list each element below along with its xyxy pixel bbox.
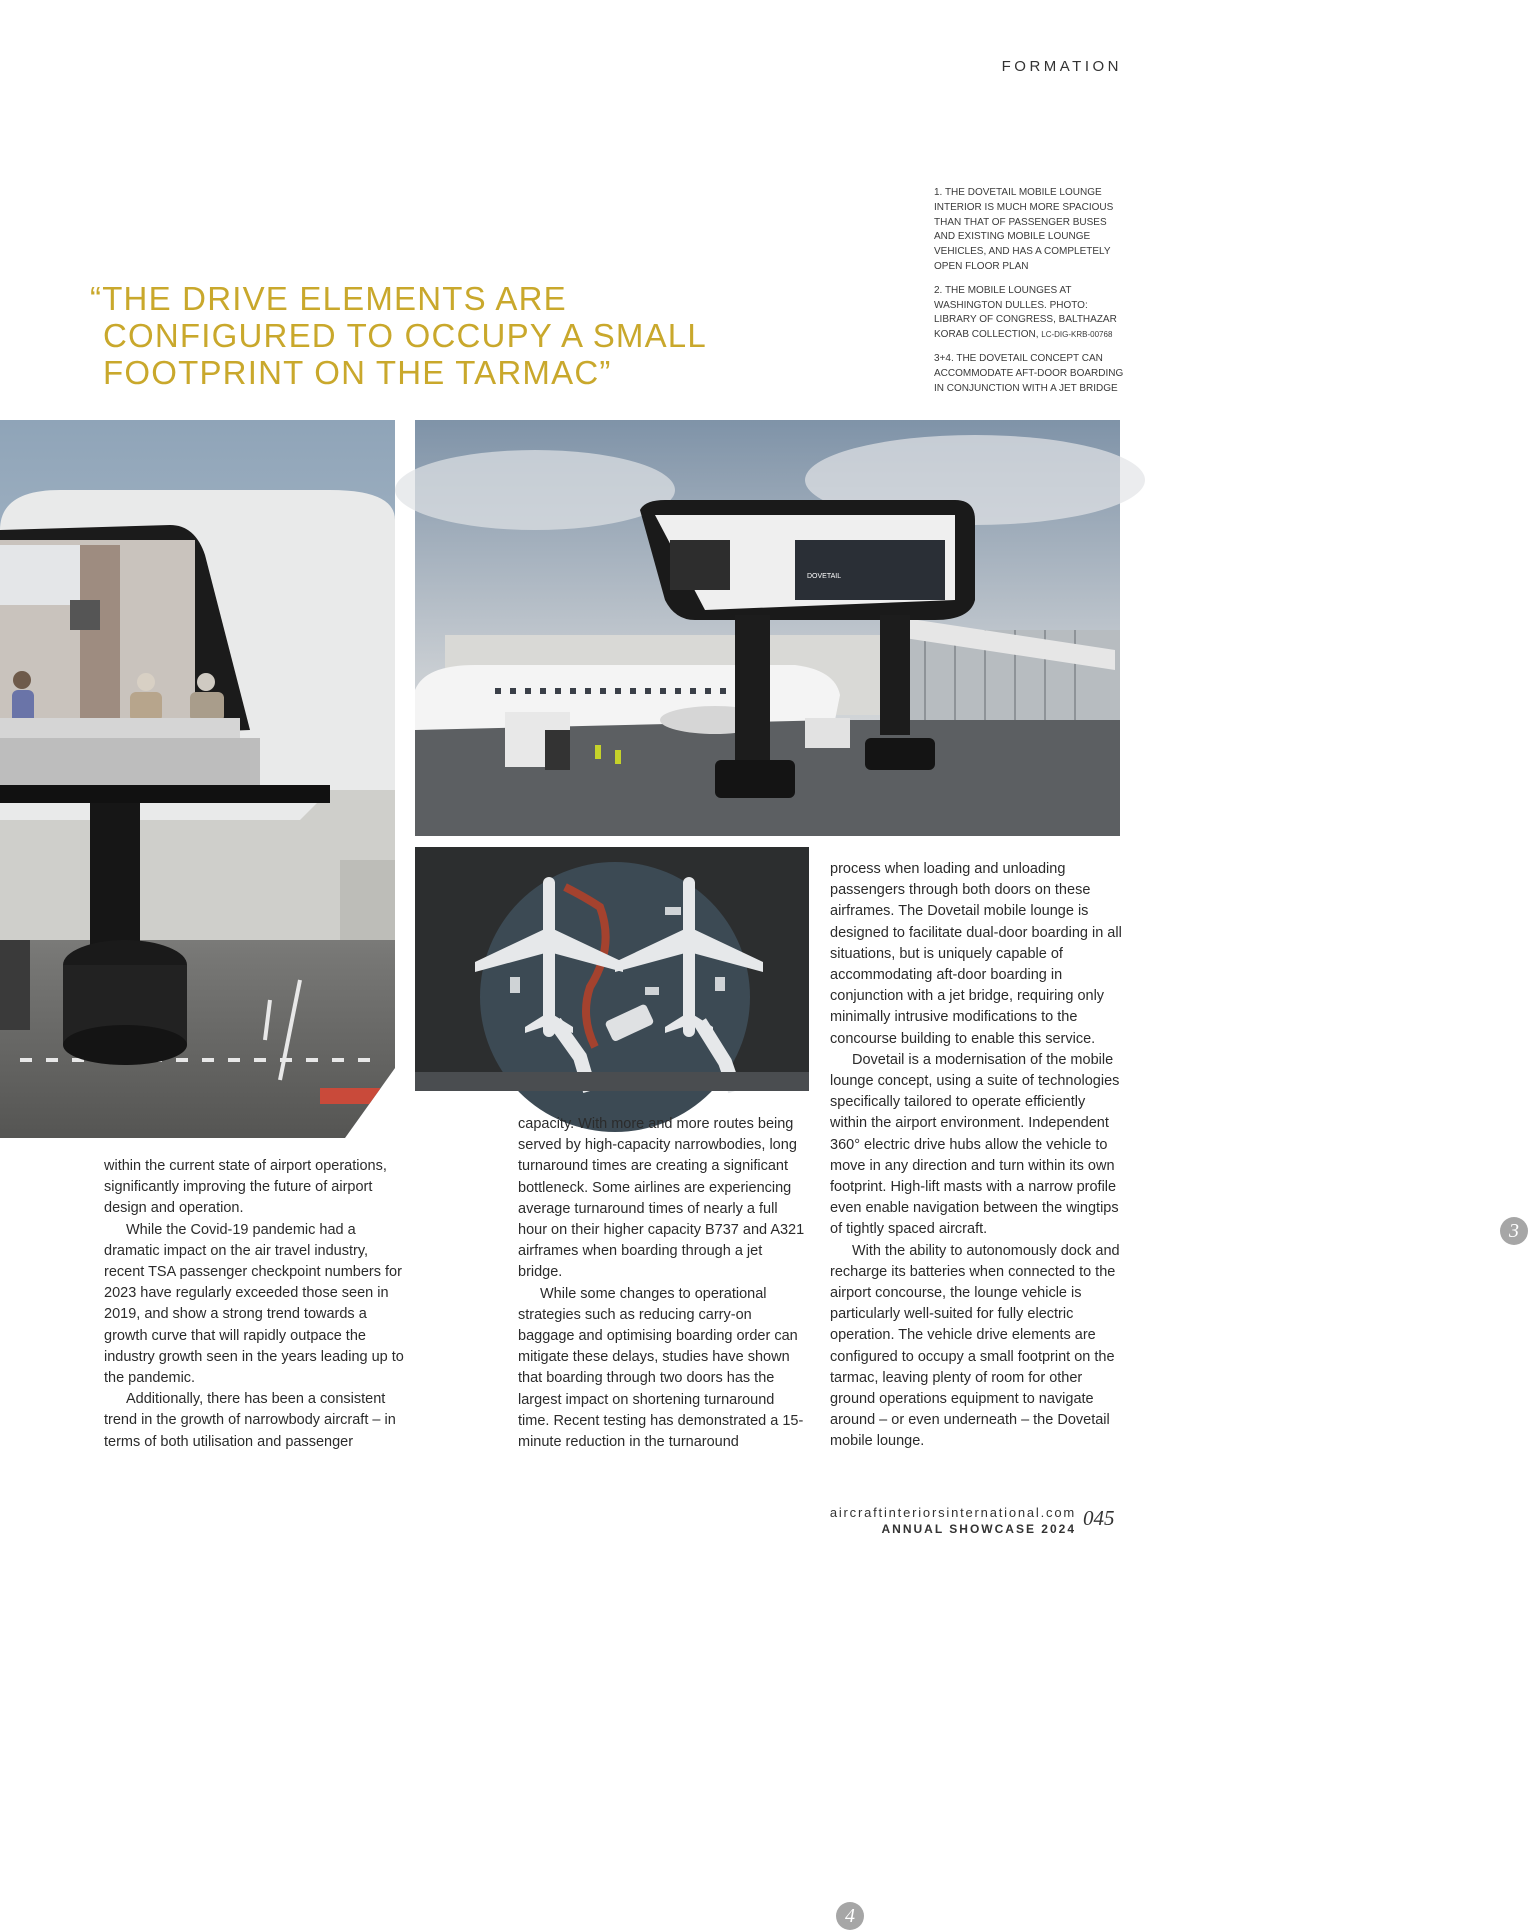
vehicle-brand-label: DOVETAIL: [807, 573, 842, 580]
paragraph: Additionally, there has been a consistent trend in the growth of narrowbody aircraft – in terms of both utilisation and passenger: [104, 1391, 396, 1450]
pull-quote-line-3: FOOTPRINT ON THE TARMAC”: [103, 354, 612, 391]
paragraph: With the ability to autonomously dock and recharge its batteries when connected to the airport concourse, the lounge vehicle is particularly well-suited for fully electric operation. The vehicle drive elements are configured to occupy a small footprint on the tarmac, leaving plenty of room for other ground operations equipment to navigate around – or even underneath – the Dovetail mobile lounge.: [830, 1242, 1120, 1450]
pull-quote-line-1: “THE DRIVE ELEMENTS ARE: [90, 280, 567, 317]
figure-number-3: 3: [1500, 1217, 1528, 1245]
footer-url[interactable]: aircraftinteriorsinternational.com: [829, 1505, 1076, 1520]
paragraph: capacity. With more and more routes being served by high-capacity narrowbodies, long turnaround times are creating a significant bottleneck. Some airlines are experiencing average turnaround times of nearly a full hour on their higher capacity B737 and A321 airframes when boarding through a jet bridge.: [518, 1116, 805, 1281]
paragraph: within the current state of airport operations, significantly improving the future of airport design and operation.: [104, 1158, 387, 1217]
photo-credit: LC-DIG-KRB-00768: [1041, 330, 1113, 340]
lounge-interior-image: [0, 420, 395, 1138]
body-column-2: [518, 1114, 808, 1453]
page-number: 045: [1083, 1506, 1115, 1530]
paragraph: Dovetail is a modernisation of the mobile lounge concept, using a suite of technologies specifically tailored to operate efficiently within the airport environment. Independent 360° electric drive hubs allow the vehicle to move in any direction and turn within its own footprint. High-lift masts with a narrow profile even enable navigation between the wingtips of tightly spaced aircraft.: [830, 1051, 1120, 1238]
body-column-1: [104, 1156, 404, 1453]
figure-number-4: 4: [836, 1902, 864, 1930]
pull-quote-line-2: CONFIGURED TO OCCUPY A SMALL: [103, 317, 707, 354]
footer-issue: ANNUAL SHOWCASE 2024: [881, 1522, 1076, 1536]
caption-3: 3+4. THE DOVETAIL CONCEPT CAN ACCOMMODATE AFT-DOOR BOARDING IN CONJUNCTION WITH A JET BRIDGE: [934, 352, 1124, 394]
caption-2: [934, 284, 1129, 343]
section-label: FORMATION: [1001, 58, 1122, 75]
caption-2-text: 2. THE MOBILE LOUNGES AT WASHINGTON DULLES. PHOTO: LIBRARY OF CONGRESS, BALTHAZAR KORAB COLLECTION,: [934, 284, 1117, 341]
paragraph: While some changes to operational strategies such as reducing carry-on baggage and optimising boarding order can mitigate these delays, studies have shown that boarding through two doors has the largest impact on shortening turnaround time. Recent testing has demonstrated a 15-minute reduction in the turnaround: [518, 1285, 804, 1451]
body-column-3: [830, 859, 1125, 1453]
caption-1: 1. THE DOVETAIL MOBILE LOUNGE INTERIOR IS MUCH MORE SPACIOUS THAN THAT OF PASSENGER BUSES AND EXISTING MOBILE LOUNGE VEHICLES, AND HAS A COMPLETELY OPEN FLOOR PLAN: [934, 187, 1114, 272]
paragraph: While the Covid-19 pandemic had a dramatic impact on the air travel industry, recent TSA passenger checkpoint numbers for 2023 have regularly exceeded those seen in 2019, and show a strong trend towards a growth curve that will rapidly outpace the industry growth seen in the years leading up to the pandemic.: [104, 1221, 404, 1387]
image-captions: [934, 186, 1129, 405]
paragraph: process when loading and unloading passengers through both doors on these airframes. The Dovetail mobile lounge is designed to facilitate dual-door boarding in all situations, but is uniquely capable of accommodating aft-door boarding in conjunction with a jet bridge, requiring only minimally intrusive modifications to the concourse building to enable this service.: [830, 861, 1122, 1047]
pull-quote: [90, 280, 790, 391]
